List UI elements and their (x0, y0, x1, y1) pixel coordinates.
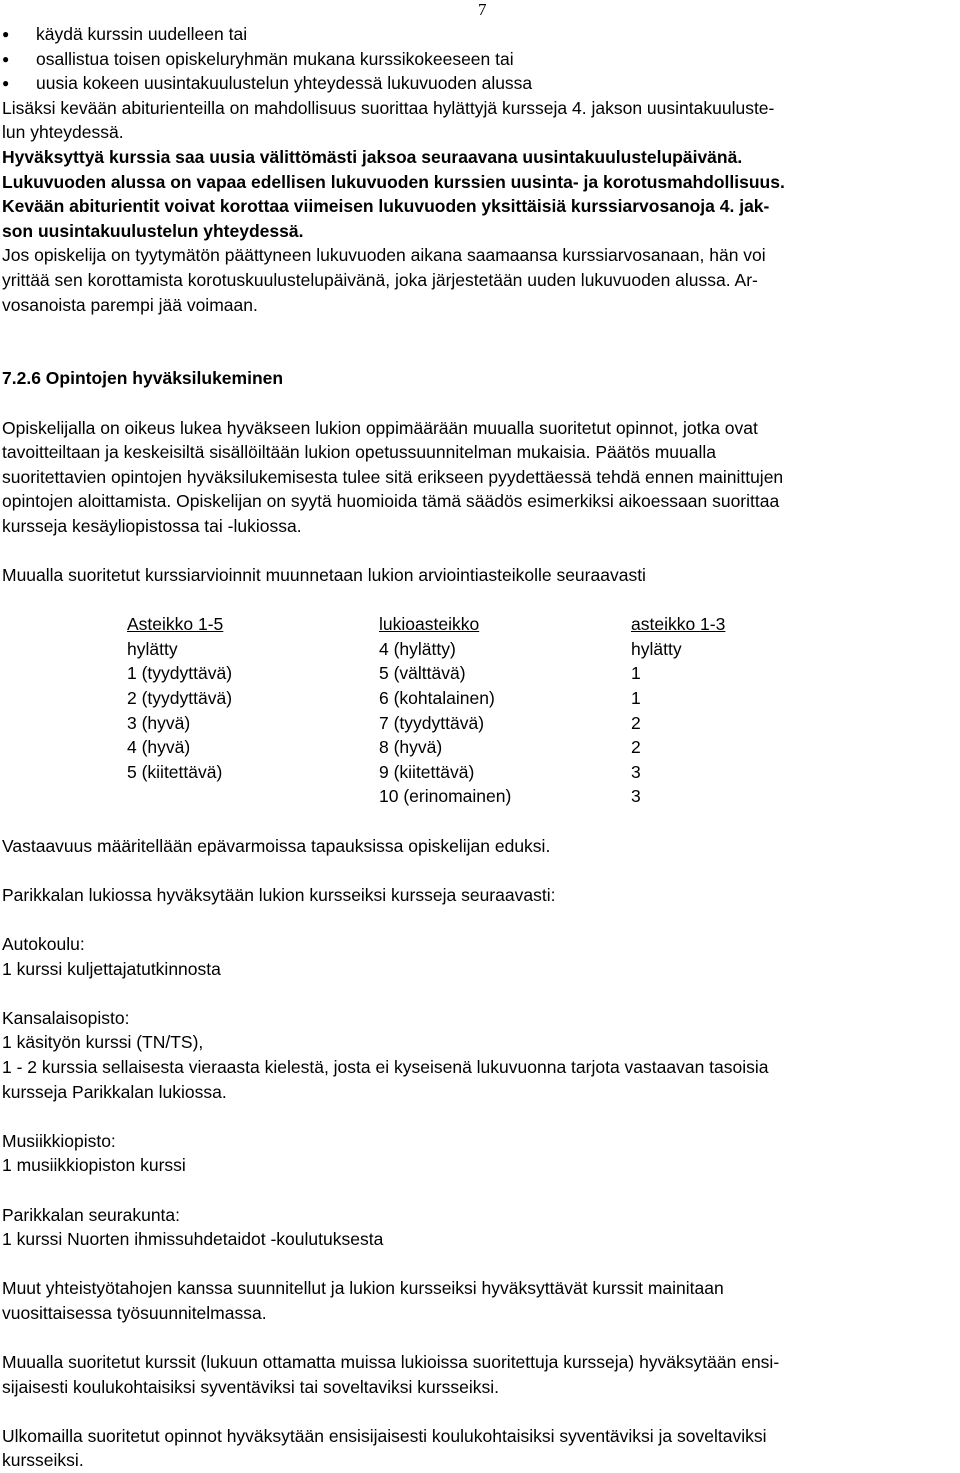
bullet-dot-icon: ● (2, 27, 10, 41)
bold-rules (2, 145, 952, 243)
text-line: sijaisesti koulukohtaisiksi syventäviksi tai soveltaviksi kursseiksi. (2, 1376, 499, 1397)
source-kansalaisopisto (2, 1006, 952, 1104)
table-row (127, 637, 831, 662)
page-content (2, 22, 952, 1473)
table-cell: 1 (631, 688, 641, 709)
text-line: 1 kurssi Nuorten ihmissuhdetaidot -koulutuksesta (2, 1229, 384, 1250)
text-line: Kevään abiturientit voivat korottaa viimeisen lukuvuoden yksittäisiä kurssiarvosanoja 4. jak- (2, 196, 770, 217)
table-cell: hylätty (631, 638, 682, 659)
text-line: Muualla suoritetut kurssit (lukuun ottamatta muissa lukioissa suoritettuja kursseja) hyväksytään ensi- (2, 1352, 780, 1373)
text-line: suoritettavien opintojen hyväksilukemisesta tulee sitä erikseen pyydettäessä tehdä ennen mainittujen (2, 466, 784, 487)
text-line: opintojen aloittamista. Opiskelijan on syytä huomioida tämä säädös esimerkiksi aikoessaan suorittaa (2, 491, 780, 512)
text-line: kursseja Parikkalan lukiossa. (2, 1081, 227, 1102)
text-line: Lukuvuoden alussa on vapaa edellisen lukuvuoden kurssien uusinta- ja korotusmahdollisuus. (2, 171, 785, 192)
intro-paragraph (2, 96, 952, 145)
section-paragraph (2, 416, 952, 539)
bullet-dot-icon: ● (2, 76, 10, 91)
table-cell: 1 (631, 663, 641, 684)
text-line: vuosittaisessa työsuunnitelmassa. (2, 1302, 267, 1323)
table-cell: 4 (hylätty) (379, 638, 456, 659)
text-line: kursseiksi. (2, 1450, 84, 1471)
table-row (127, 686, 831, 711)
text-line: 1 - 2 kurssia sellaisesta vieraasta kielestä, josta ei kyseisenä lukuvuonna tarjota vastaavan tasoisia (2, 1056, 769, 1077)
closing-paragraph (2, 1350, 952, 1399)
table-cell (127, 784, 379, 809)
table-header-row (127, 612, 831, 637)
grade-conversion-table (127, 612, 831, 809)
table-row (127, 735, 831, 760)
table-cell: 2 (631, 737, 641, 758)
bullet-list (2, 22, 952, 96)
bullet-item: ● osallistua toisen opiskeluryhmän mukana kurssikokeeseen tai (2, 47, 952, 72)
source-title: Autokoulu: (2, 933, 85, 954)
text-line: Opiskelijalla on oikeus lukea hyväkseen lukion oppimäärään muualla suoritetut opinnot, jotka ovat (2, 417, 758, 438)
table-cell: 7 (tyydyttävä) (379, 712, 485, 733)
table-cell: 3 (631, 761, 641, 782)
closing-paragraph (2, 1276, 952, 1325)
improvement-paragraph (2, 243, 952, 317)
table-cell: 3 (631, 786, 641, 807)
text-line: Hyväksyttyä kurssia saa uusia välittömästi jaksoa seuraavana uusintakuulustelupäivänä. (2, 146, 743, 167)
source-autokoulu (2, 932, 952, 981)
source-title: Kansalaisopisto: (2, 1007, 130, 1028)
text-line: Jos opiskelija on tyytymätön päättyneen lukuvuoden aikana saamaansa kurssiarvosanaan, hän voi (2, 245, 766, 266)
text-line: Muut yhteistyötahojen kanssa suunnitellut ja lukion kursseiksi hyväksyttävät kurssit mainitaan (2, 1278, 724, 1299)
table-row (127, 661, 831, 686)
table-cell: 4 (hyvä) (127, 737, 191, 758)
table-cell: 9 (kiitettävä) (379, 761, 475, 782)
bullet-item: ● uusia kokeen uusintakuulustelun yhteydessä lukuvuoden alussa (2, 71, 952, 96)
table-cell: 8 (hyvä) (379, 737, 443, 758)
table-cell: 2 (631, 712, 641, 733)
text-line: 1 kurssi kuljettajatutkinnosta (2, 958, 221, 979)
section-heading: 7.2.6 Opintojen hyväksilukeminen (2, 368, 284, 389)
table-row (127, 784, 831, 809)
text-line: Ulkomailla suoritetut opinnot hyväksytään ensisijaisesti koulukohtaisiksi syventäviksi ja soveltaviksi (2, 1425, 767, 1446)
bullet-dot-icon: ● (2, 51, 10, 66)
column-header: asteikko 1-3 (631, 614, 726, 635)
table-cell: hylätty (127, 638, 178, 659)
text-line: 1 käsityön kurssi (TN/TS), (2, 1032, 204, 1053)
text-line: kursseja kesäyliopistossa tai -lukiossa. (2, 515, 302, 536)
column-header: Asteikko 1-5 (127, 614, 224, 635)
table-cell: 10 (erinomainen) (379, 786, 512, 807)
text-line: lun yhteydessä. (2, 122, 124, 143)
table-cell: 2 (tyydyttävä) (127, 688, 233, 709)
parikkala-intro: Parikkalan lukiossa hyväksytään lukion kursseiksi kursseja seuraavasti: (2, 884, 556, 905)
source-musiikkiopisto (2, 1129, 952, 1178)
text-line: Lisäksi kevään abiturienteilla on mahdollisuus suorittaa hylättyjä kursseja 4. jakson uusintakuuluste- (2, 97, 775, 118)
text-line: tavoitteiltaan ja keskeisiltä sisällöiltään lukion opetussuunnitelman mukaisia. Päätös muualla (2, 442, 717, 463)
table-cell: 1 (tyydyttävä) (127, 663, 233, 684)
source-title: Musiikkiopisto: (2, 1130, 116, 1151)
text-line: 1 musiikkiopiston kurssi (2, 1155, 186, 1176)
bullet-item: ● käydä kurssin uudelleen tai (2, 22, 952, 47)
table-cell: 5 (välttävä) (379, 663, 466, 684)
table-cell: 5 (kiitettävä) (127, 761, 223, 782)
text-line: vosanoista parempi jää voimaan. (2, 294, 258, 315)
text-line: son uusintakuulustelun yhteydessä. (2, 220, 304, 241)
table-cell: 3 (hyvä) (127, 712, 191, 733)
page-number: 7 (478, 0, 487, 19)
source-seurakunta (2, 1203, 952, 1252)
text-line: yrittää sen korottamista korotuskuulustelupäivänä, joka järjestetään uuden lukuvuoden alussa. Ar- (2, 269, 758, 290)
equivalence-note: Vastaavuus määritellään epävarmoissa tapauksissa opiskelijan eduksi. (2, 835, 551, 856)
table-row (127, 760, 831, 785)
conversion-intro: Muualla suoritetut kurssiarvioinnit muunnetaan lukion arviointiasteikolle seuraavasti (2, 565, 646, 586)
closing-paragraph (2, 1424, 952, 1473)
table-row (127, 711, 831, 736)
table-cell: 6 (kohtalainen) (379, 688, 495, 709)
column-header: lukioasteikko (379, 614, 480, 635)
source-title: Parikkalan seurakunta: (2, 1204, 181, 1225)
